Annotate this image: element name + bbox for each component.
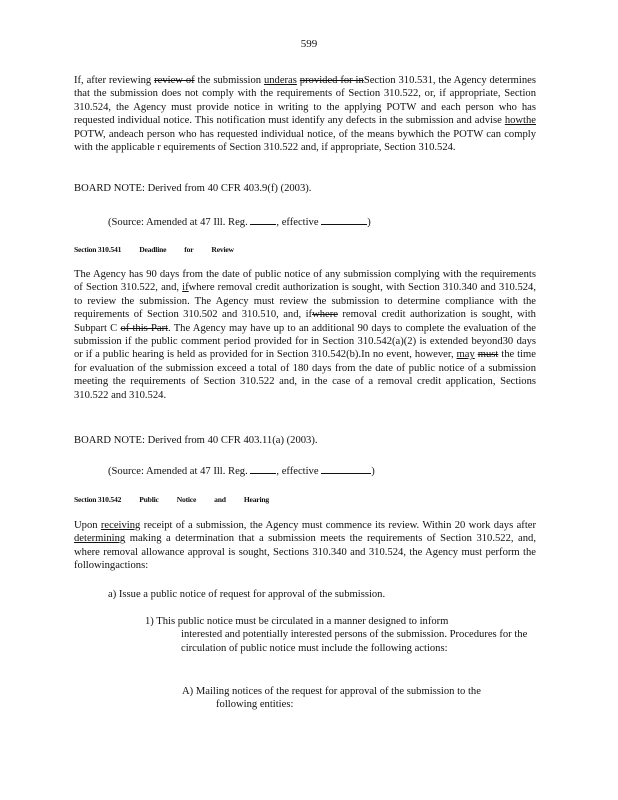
section-title-word: Deadline — [139, 245, 167, 254]
text-run: the time for evaluation of the submission exceed a total of 180 days from the date of public notice of a submission meeting the requirements of Section 310.522 and, in the case of a removal credit application, Sections 310.522 and 310.524. — [74, 349, 536, 401]
deleted-text: where — [312, 309, 338, 321]
section-542-heading — [74, 493, 287, 506]
source-text: ) — [367, 217, 371, 228]
list-item-first-line: A) Mailing notices of the request for approval of the submission to the — [182, 686, 481, 697]
section-title-word: Review — [211, 245, 234, 254]
section-531-paragraph — [74, 74, 536, 154]
text-run: The Agency has 90 days from the date of public notice of any submission complying with the requirements of Section 310.522, and, — [74, 269, 536, 294]
text-run: If, after reviewing — [74, 75, 155, 86]
inserted-text: may — [456, 349, 475, 361]
reg-blank — [250, 214, 276, 225]
deleted-text: provided for in — [299, 75, 364, 86]
section-541-paragraph — [74, 268, 536, 402]
text-run: POTW, andeach person who has requested individual notice, of the means bywhich the POTW can comply with the applicable r equirements of Section 310.522 and, if appropriate, Section 310.524. — [74, 128, 536, 154]
text-run: where removal credit authorization is sought, with Section 310.340 and 310.524, to review the submission. The Agency must review the submission to determine compliance with the requirements of Section 310.502 and 310.510, and, if — [74, 282, 536, 321]
board-note-531: BOARD NOTE: Derived from 40 CFR 403.9(f) (2003). — [74, 183, 312, 194]
section-number: Section 310.541 — [74, 245, 122, 254]
source-note-541 — [108, 463, 375, 478]
inserted-text: determining — [74, 533, 126, 545]
deleted-text: must — [477, 349, 499, 361]
text-run: the submission — [194, 75, 264, 86]
text-run: receipt of a submission, — [140, 520, 250, 531]
list-item-A — [182, 685, 532, 712]
source-text: , effective — [276, 217, 322, 228]
deleted-text: of this Part — [120, 322, 169, 334]
source-text: ) — [371, 466, 375, 477]
page-number: 599 — [300, 38, 318, 50]
inserted-text: howthe — [504, 115, 536, 127]
inserted-text: receiving — [100, 520, 141, 531]
section-542-paragraph — [74, 519, 536, 573]
source-text: (Source: Amended at 47 Ill. Reg. — [108, 466, 251, 477]
source-text: , effective — [276, 466, 322, 477]
board-note-541: BOARD NOTE: Derived from 40 CFR 403.11(a) (2003). — [74, 435, 318, 446]
text-run: Upon — [74, 520, 101, 531]
effective-date-blank — [321, 214, 367, 225]
text-run: making a determination that a submission meets the requirements of Section 310.522, and, where removal allowance approval is sought, Sections 310.340 and 310.524, the Agency must perform the followingactions: — [74, 533, 536, 572]
list-item-1 — [145, 615, 535, 655]
section-title-word: for — [184, 245, 194, 254]
source-note-531 — [108, 214, 371, 229]
section-541-heading — [74, 243, 252, 256]
section-title-word: Public — [139, 495, 159, 504]
text-run: the Agency must commence its review. Within 20 work days after — [249, 520, 536, 531]
source-text: (Source: Amended at 47 Ill. Reg. — [108, 217, 251, 228]
effective-date-blank — [321, 463, 371, 474]
deleted-text: review of — [154, 75, 195, 86]
section-title-word: and — [214, 495, 226, 504]
inserted-text: underas — [263, 75, 297, 86]
text-run: . The Agency may have up to an additional 90 days to complete the evaluation of the submission if the public comment period provided for in Section 310.542(a)(2) is extended beyond30 days or if a public hearing is held as provided for in Section 310.542(b).In no event, however, — [74, 322, 536, 361]
list-item-a: a) Issue a public notice of request for approval of the submission. — [108, 589, 386, 600]
reg-blank — [250, 463, 276, 474]
inserted-text: if — [182, 282, 189, 294]
list-item-continuation: interested and potentially interested persons of the submission. Procedures for the circulation of public notice must include the following actions: — [181, 629, 528, 654]
list-item-first-line: 1) This public notice must be circulated in a manner designed to inform — [145, 616, 449, 627]
text-run: removal credit authorization is sought, with Subpart C — [74, 309, 536, 334]
section-number: Section 310.542 — [74, 495, 122, 504]
text-run: Section 310.531, the Agency determines that the submission does not comply with the requirements of Section 310.522, or, if appropriate, Section 310.524, the Agency must provide notice in writing to the applying POTW and each person who has requested individual notice. This notification must identify any defects in the submission and advise — [74, 75, 536, 127]
list-item-continuation: following entities: — [216, 699, 294, 711]
section-title-word: Notice — [176, 495, 197, 504]
section-title-word: Hearing — [243, 495, 269, 504]
